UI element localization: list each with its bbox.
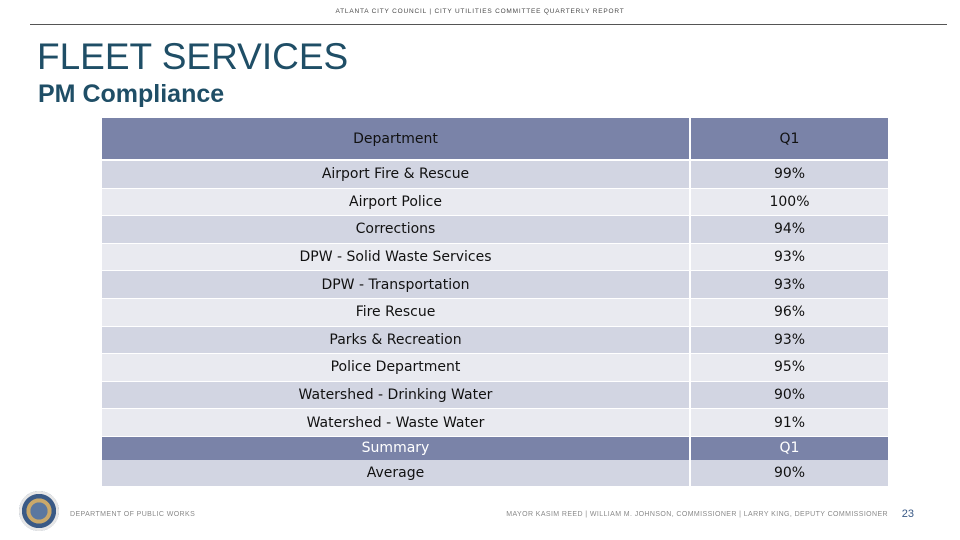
column-header-department: Department bbox=[102, 118, 691, 159]
department-cell: Corrections bbox=[102, 216, 691, 243]
header-divider bbox=[30, 24, 947, 25]
table-header-row bbox=[102, 118, 888, 161]
q1-cell: 99% bbox=[773, 166, 806, 183]
q1-cell: 93% bbox=[773, 249, 806, 266]
table-row bbox=[102, 161, 888, 189]
q1-cell: 93% bbox=[773, 331, 806, 348]
pm-compliance-table bbox=[102, 118, 888, 486]
table-row bbox=[102, 354, 888, 382]
department-cell: DPW - Solid Waste Services bbox=[102, 244, 691, 271]
department-cell: Fire Rescue bbox=[102, 299, 691, 326]
summary-q1-header: Q1 bbox=[779, 440, 800, 457]
q1-cell: 93% bbox=[773, 276, 806, 293]
table-row bbox=[102, 409, 888, 437]
average-row bbox=[102, 460, 888, 486]
department-cell: Airport Fire & Rescue bbox=[102, 161, 691, 188]
table-row bbox=[102, 299, 888, 327]
page-number: 23 bbox=[901, 508, 914, 520]
q1-cell: 95% bbox=[773, 359, 806, 376]
city-seal-icon bbox=[19, 491, 59, 531]
department-cell: DPW - Transportation bbox=[102, 271, 691, 298]
table-row bbox=[102, 244, 888, 272]
table-row bbox=[102, 271, 888, 299]
department-cell: Parks & Recreation bbox=[102, 327, 691, 354]
footer-department: DEPARTMENT OF PUBLIC WORKS bbox=[70, 511, 196, 518]
q1-cell: 94% bbox=[773, 221, 806, 238]
footer-officials: MAYOR KASIM REED | WILLIAM M. JOHNSON, COMMISSIONER | LARRY KING, DEPUTY COMMISSIONER bbox=[506, 511, 888, 518]
average-value: 90% bbox=[773, 464, 806, 481]
department-cell: Watershed - Drinking Water bbox=[102, 382, 691, 409]
summary-label: Summary bbox=[102, 437, 691, 460]
column-header-q1: Q1 bbox=[779, 130, 800, 147]
table-row bbox=[102, 327, 888, 355]
department-cell: Airport Police bbox=[102, 189, 691, 216]
q1-cell: 91% bbox=[773, 414, 806, 431]
department-cell: Police Department bbox=[102, 354, 691, 381]
report-header: ATLANTA CITY COUNCIL | CITY UTILITIES COMMITTEE QUARTERLY REPORT bbox=[335, 8, 625, 15]
department-cell: Watershed - Waste Water bbox=[102, 409, 691, 436]
table-row bbox=[102, 382, 888, 410]
q1-cell: 100% bbox=[769, 193, 810, 210]
q1-cell: 96% bbox=[773, 304, 806, 321]
page-subtitle: PM Compliance bbox=[38, 80, 225, 108]
q1-cell: 90% bbox=[773, 387, 806, 404]
table-row bbox=[102, 216, 888, 244]
table-row bbox=[102, 189, 888, 217]
summary-header-row bbox=[102, 437, 888, 460]
page-title: FLEET SERVICES bbox=[37, 36, 349, 77]
average-label: Average bbox=[102, 460, 691, 486]
